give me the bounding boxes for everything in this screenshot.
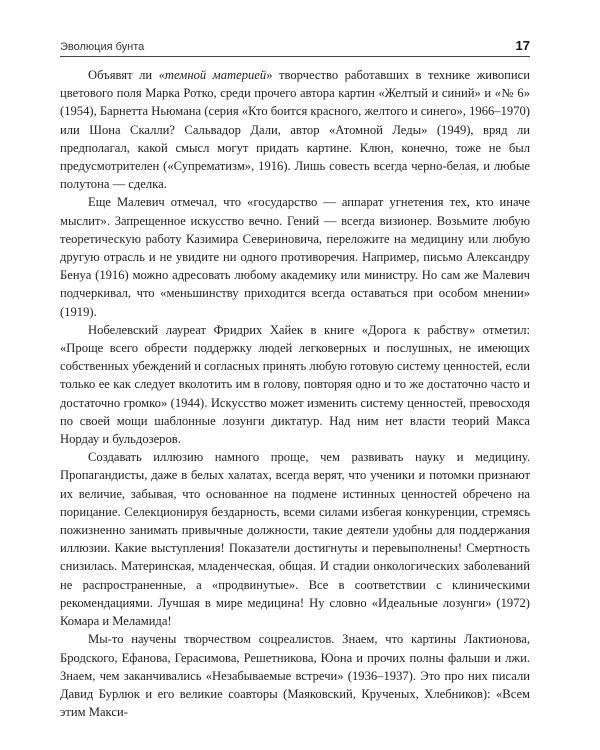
paragraph-1-rest: » творчество работавших в технике живописи цветового поля Марка Ротко, среди прочего автора картин «Желтый и синий» и «№ 6» (1954), Барнетта Ньюмана (серия «Кто боится красного, желтого и синего», 1966–1970) или Шона Скалли? Сальвадор Дали, автор «Атомной Леды» (1949), вряд ли предполагал, какой смысл могут придать картине. Клюн, конечно, тоже не был предусмотрителен («Супрематизм», 1916). Лишь совесть всегда черно-белая, и любые полутона — сделка. [60, 68, 530, 192]
header-rule [60, 56, 530, 57]
paragraph-4: Создавать иллюзию намного проще, чем развивать науку и медицину. Пропагандисты, даже в белых халатах, всегда верят, что ученики и потомки признают их величие, забывая, что основанное на подмене истинных ценностей обречено на порицание. Селекционируя бездарность, всеми силами избегая конкуренции, стремясь пожизненно занимать привычные должности, такие деятели удобны для поддержания иллюзии. Какие выступления! Показатели достигнуты и перевыполнены! Смертность снизилась. Материнская, младенческая, общая. И стадии онкологических заболеваний не распространенные, а «продвинутые». Все в соответствии с клиническими рекомендациями. Лучшая в мире медицина! Ну словно «Идеальные лозунги» (1972) Комара и Меламида! [60, 450, 530, 629]
page-number: 17 [515, 38, 530, 53]
body-text [60, 66, 530, 721]
paragraph-1-lead: Объявят ли « [88, 68, 165, 82]
paragraph-2: Еще Малевич отмечал, что «государство — аппарат угнетения тех, кто иначе мыслит». Запрещенное искусство вечно. Гений — всегда визионер. Возьмите любую теоретическую работу Казимира Севериновича, переложите на медицину или любую другую отрасль и не увидите ни одного противоречия. Например, письмо Александру Бенуа (1916) можно адресовать любому академику или министру. Но сам же Малевич подчеркивал, что «меньшинству приходится всегда оставаться при особом мнении» (1919). [60, 195, 530, 319]
paragraph-1-emphasis: темной материей [164, 68, 267, 82]
page-header [60, 38, 530, 53]
running-title: Эволюция бунта [60, 41, 145, 53]
paragraph-3: Нобелевский лауреат Фридрих Хайек в книге «Дорога к рабству» отметил: «Проще всего обрести поддержку людей легковерных и послушных, не имеющих собственных убеждений и согласных принять любую готовую систему ценностей, если только ее как следует вколотить им в голову, повторяя одно и то же достаточно часто и достаточно громко» (1944). Искусство может изменить систему ценностей, превосходя по своей мощи шаблонные лозунги диктатур. Над ним нет власти теорий Макса Нордау и бульдозеров. [60, 322, 530, 447]
paragraph-5: Мы-то научены творчеством соцреалистов. Знаем, что картины Лактионова, Бродского, Ефанова, Герасимова, Решетникова, Юона и прочих полны фальши и лжи. Знаем, чем заканчивались «Незабываемые встречи» (1936–1937). Это про них писали Давид Бурлюк и его великие соавторы (Маяковский, Крученых, Хлебников): «Всем этим Макси- [60, 632, 530, 720]
paragraph-1 [60, 66, 530, 193]
